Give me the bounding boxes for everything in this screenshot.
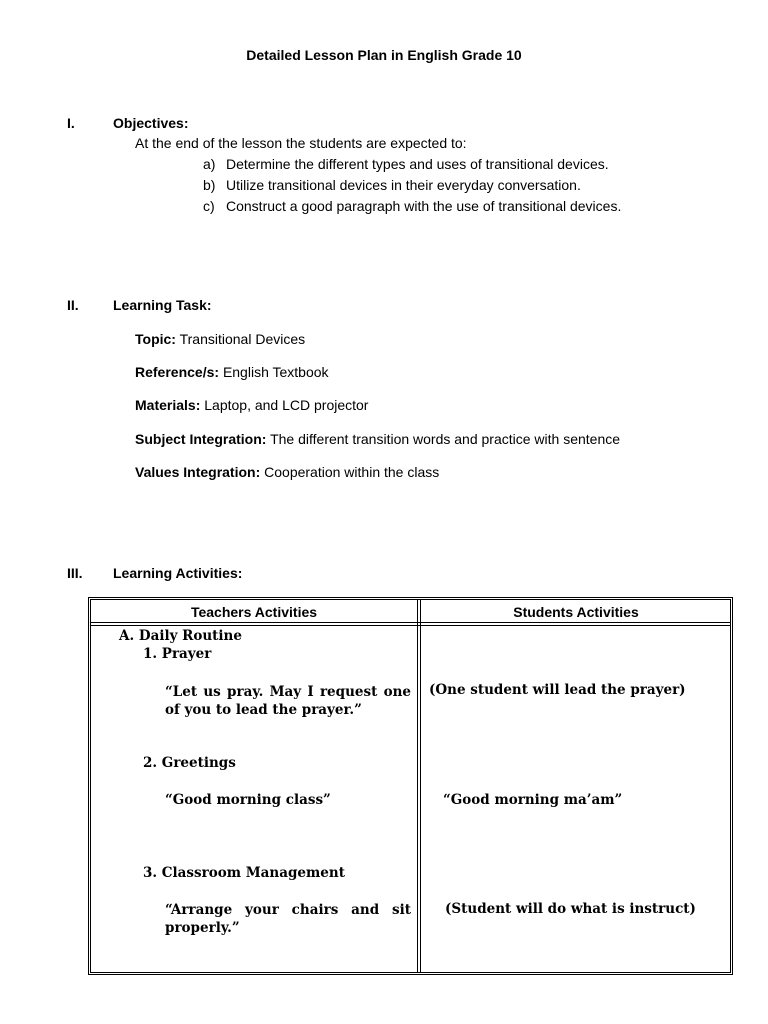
- daily-routine-heading: A. Daily Routine: [119, 628, 242, 644]
- activities-table: [88, 597, 733, 975]
- objective-item: [203, 177, 581, 193]
- classroom-management-heading: 3. Classroom Management: [143, 865, 345, 881]
- objective-text: Determine the different types and uses of transitional devices.: [226, 156, 609, 172]
- materials-value: Laptop, and LCD projector: [204, 397, 369, 413]
- objective-text: Utilize transitional devices in their everyday conversation.: [226, 177, 581, 193]
- values-integration-label: Values Integration:: [135, 464, 261, 480]
- prayer-teacher-text: “Let us pray. May I request one of you to lead the prayer.”: [165, 684, 411, 718]
- learning-task-row-values-integration: [135, 464, 439, 480]
- column-divider: [417, 600, 421, 972]
- section-number-objectives: I.: [67, 115, 75, 131]
- objectives-intro: At the end of the lesson the students are expected to:: [135, 135, 467, 151]
- objective-text: Construct a good paragraph with the use of transitional devices.: [226, 198, 622, 214]
- students-activities-header: Students Activities: [513, 604, 639, 620]
- learning-task-row-subject-integration: [135, 431, 620, 447]
- management-teacher-text: “Arrange your chairs and sit properly.”: [165, 902, 411, 936]
- document-title: Detailed Lesson Plan in English Grade 10: [246, 47, 522, 63]
- prayer-heading: 1. Prayer: [143, 646, 212, 662]
- greetings-student-text: “Good morning ma’am”: [443, 792, 623, 808]
- greetings-heading: 2. Greetings: [143, 755, 236, 771]
- objective-label: c): [203, 198, 215, 214]
- header-divider: [91, 622, 730, 626]
- objective-label: a): [203, 156, 216, 172]
- learning-activities-heading: Learning Activities:: [113, 565, 243, 581]
- greetings-teacher-text: “Good morning class”: [165, 792, 331, 808]
- materials-label: Materials:: [135, 397, 201, 413]
- learning-task-row-materials: [135, 397, 368, 413]
- objective-item: [203, 156, 609, 172]
- management-student-text: (Student will do what is instruct): [445, 901, 696, 917]
- reference-value: English Textbook: [222, 364, 329, 380]
- values-integration-value: Cooperation within the class: [264, 464, 440, 480]
- objective-item: [203, 198, 621, 214]
- prayer-student-text: (One student will lead the prayer): [429, 682, 686, 698]
- learning-task-row-topic: [135, 331, 305, 347]
- teachers-activities-header: Teachers Activities: [190, 604, 318, 620]
- learning-task-row-reference: [135, 364, 329, 380]
- reference-label: Reference/s:: [135, 364, 220, 380]
- section-number-learning-task: II.: [67, 297, 79, 313]
- learning-task-heading: Learning Task:: [113, 297, 212, 313]
- topic-label: Topic:: [135, 331, 176, 347]
- section-number-learning-activities: III.: [67, 565, 83, 581]
- objective-label: b): [203, 177, 216, 193]
- objectives-heading: Objectives:: [113, 115, 189, 131]
- topic-value: Transitional Devices: [179, 331, 306, 347]
- subject-integration-value: The different transition words and practice with sentence: [270, 431, 621, 447]
- subject-integration-label: Subject Integration:: [135, 431, 267, 447]
